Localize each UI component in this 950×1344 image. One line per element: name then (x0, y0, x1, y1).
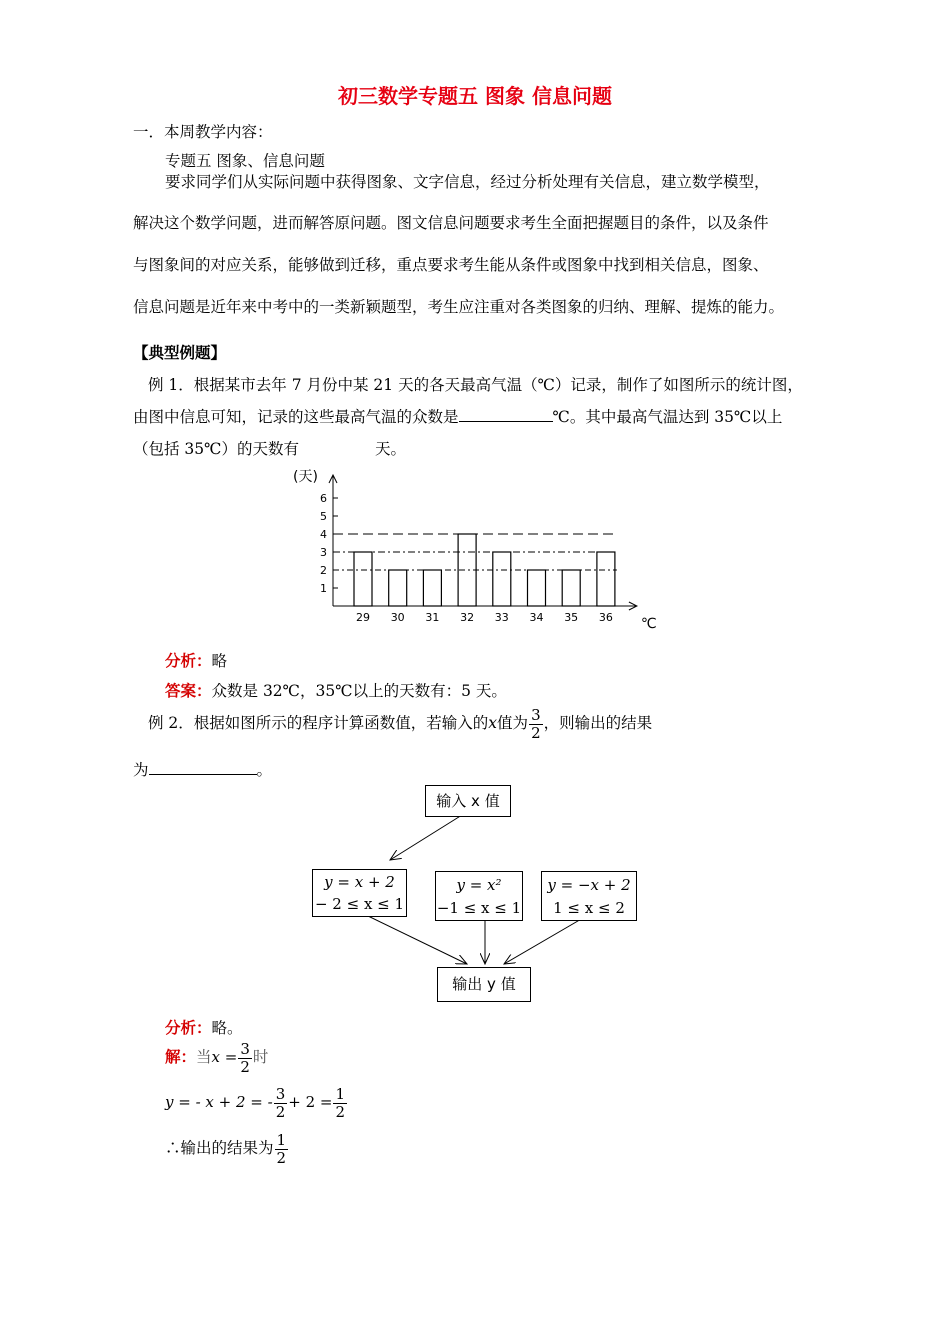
flow-input-box: 输入 x 值 (425, 785, 511, 817)
flow-left-formula: y = x + 2 (324, 873, 395, 891)
ex2-frac-den: 2 (531, 723, 541, 742)
arrow-left-to-output (366, 915, 467, 964)
ex2-sol3-num: 1 (276, 1130, 287, 1149)
page-title: 初三数学专题五 图象 信息问题 (338, 84, 612, 108)
ex2-frac-num: 3 (531, 705, 541, 724)
x-axis-label: ℃ (640, 616, 657, 632)
y-tick-label: 6 (320, 492, 327, 505)
ex1-line-1: 例 1．根据某市去年 7 月份中某 21 天的各天最高气温（℃）记录，制作了如图所示的统计图， (148, 376, 803, 394)
examples-heading: 【典型例题】 (133, 344, 227, 362)
ex2-sol2-text: y = - x + 2 = - (165, 1093, 273, 1111)
flow-mid-range: −1 ≤ x ≤ 1 (436, 899, 522, 917)
x-tick-label: 31 (425, 611, 440, 624)
ex1-analysis-text: 略 (211, 652, 228, 670)
y-tick-label: 4 (320, 528, 327, 541)
section-subtitle: 专题五 图象、信息问题 (165, 152, 325, 170)
section-heading: 一．本周教学内容： (133, 123, 273, 141)
ex1-answer-text: 众数是 32℃，35℃以上的天数有：5 天。 (211, 682, 507, 700)
x-tick-label: 32 (460, 611, 475, 624)
flow-right-range: 1 ≤ x ≤ 2 (553, 899, 625, 917)
ex2-line2-text: 为 (133, 761, 149, 779)
x-tick-label: 29 (356, 611, 370, 624)
flow-left-range: − 2 ≤ x ≤ 1 (314, 895, 405, 913)
ex2-analysis (165, 1018, 243, 1038)
ex2-solution-line-3 (165, 1128, 289, 1168)
ex2-solution-line-2 (165, 1082, 348, 1122)
ex2-line2-text-b: 。 (256, 761, 273, 779)
flow-right-formula: y = −x + 2 (547, 876, 631, 894)
ex1-line3-text: （包括 35℃）的天数有 (133, 440, 299, 458)
ex2-sol1-text-c: 时 (252, 1048, 269, 1066)
ex2-solution-label: 解： (165, 1048, 197, 1066)
ex2-sol2-fraction-2 (333, 1086, 347, 1121)
ex2-sol3-text: ∴输出的结果为 (165, 1139, 274, 1157)
arrow-input-to-left (390, 815, 462, 860)
arrow-right-to-output (504, 918, 583, 964)
ex1-line2-text: 由图中信息可知，记录的这些最高气温的众数是 (133, 408, 459, 426)
x-tick-label: 34 (529, 611, 544, 624)
ex2-sol1-text: 当 (196, 1048, 212, 1066)
ex2-line1-text-b: 值为 (497, 714, 529, 732)
y-tick-label: 3 (320, 546, 327, 559)
ex2-line1-text: 例 2．根据如图所示的程序计算函数值，若输入的 (148, 714, 489, 732)
ex2-sol1-num: 3 (240, 1039, 250, 1058)
x-tick-label: 30 (390, 611, 405, 624)
flow-right-box (541, 871, 637, 921)
intro-line-2: 解决这个数学问题，进而解答原问题。图文信息问题要求考生全面把握题目的条件，以及条件 (133, 214, 769, 232)
y-tick-label: 2 (320, 564, 327, 577)
intro-line-1: 要求同学们从实际问题中获得图象、文字信息，经过分析处理有关信息，建立数学模型， (165, 173, 770, 191)
ex1-answer-label: 答案： (165, 682, 212, 700)
ex2-var-x: x (488, 714, 498, 732)
ex2-analysis-text: 略。 (211, 1019, 243, 1037)
ex2-sol2-text-b: + 2 = (288, 1093, 333, 1111)
ex2-sol2-fraction (274, 1086, 288, 1121)
ex2-sol2-num: 3 (275, 1084, 286, 1103)
y-tick-label: 5 (320, 510, 327, 523)
ex2-sol3-den: 2 (276, 1148, 287, 1167)
ex1-line3-text-b: 天。 (375, 440, 407, 458)
x-tick-label: 33 (494, 611, 509, 624)
x-tick-label: 36 (598, 611, 613, 624)
y-axis-label: (天) (293, 469, 318, 485)
x-tick-label: 35 (564, 611, 579, 624)
intro-line-3: 与图象间的对应关系，能够做到迁移，重点要求考生能从条件或图象中找到相关信息，图象、 (133, 256, 769, 274)
ex1-analysis-label: 分析： (165, 652, 212, 670)
ex2-sol3-fraction (275, 1132, 289, 1167)
ex2-sol1-var: x = (211, 1048, 238, 1066)
ex2-sol2-den2: 2 (335, 1102, 346, 1121)
intro-line-4: 信息问题是近年来中考中的一类新颖题型，考生应注重对各类图象的归纳、理解、提炼的能力。 (133, 298, 785, 316)
y-tick-label: 1 (320, 582, 327, 595)
flow-mid-box (435, 871, 523, 921)
ex2-analysis-label: 分析： (165, 1019, 212, 1037)
flow-mid-formula: y = x² (456, 876, 502, 894)
ex2-solution-line-1 (165, 1038, 268, 1076)
flow-left-box (312, 869, 407, 917)
ex1-line2-text-b: ℃。其中最高气温达到 35℃以上 (552, 408, 783, 426)
ex2-sol2-den: 2 (275, 1102, 286, 1121)
ex2-sol2-num2: 1 (335, 1084, 346, 1103)
flow-output-box: 输出 y 值 (437, 967, 531, 1002)
ex2-line1-text-c: ，则输出的结果 (543, 714, 653, 732)
ex2-sol1-fraction (238, 1041, 252, 1076)
ex2-sol1-den: 2 (240, 1057, 250, 1076)
